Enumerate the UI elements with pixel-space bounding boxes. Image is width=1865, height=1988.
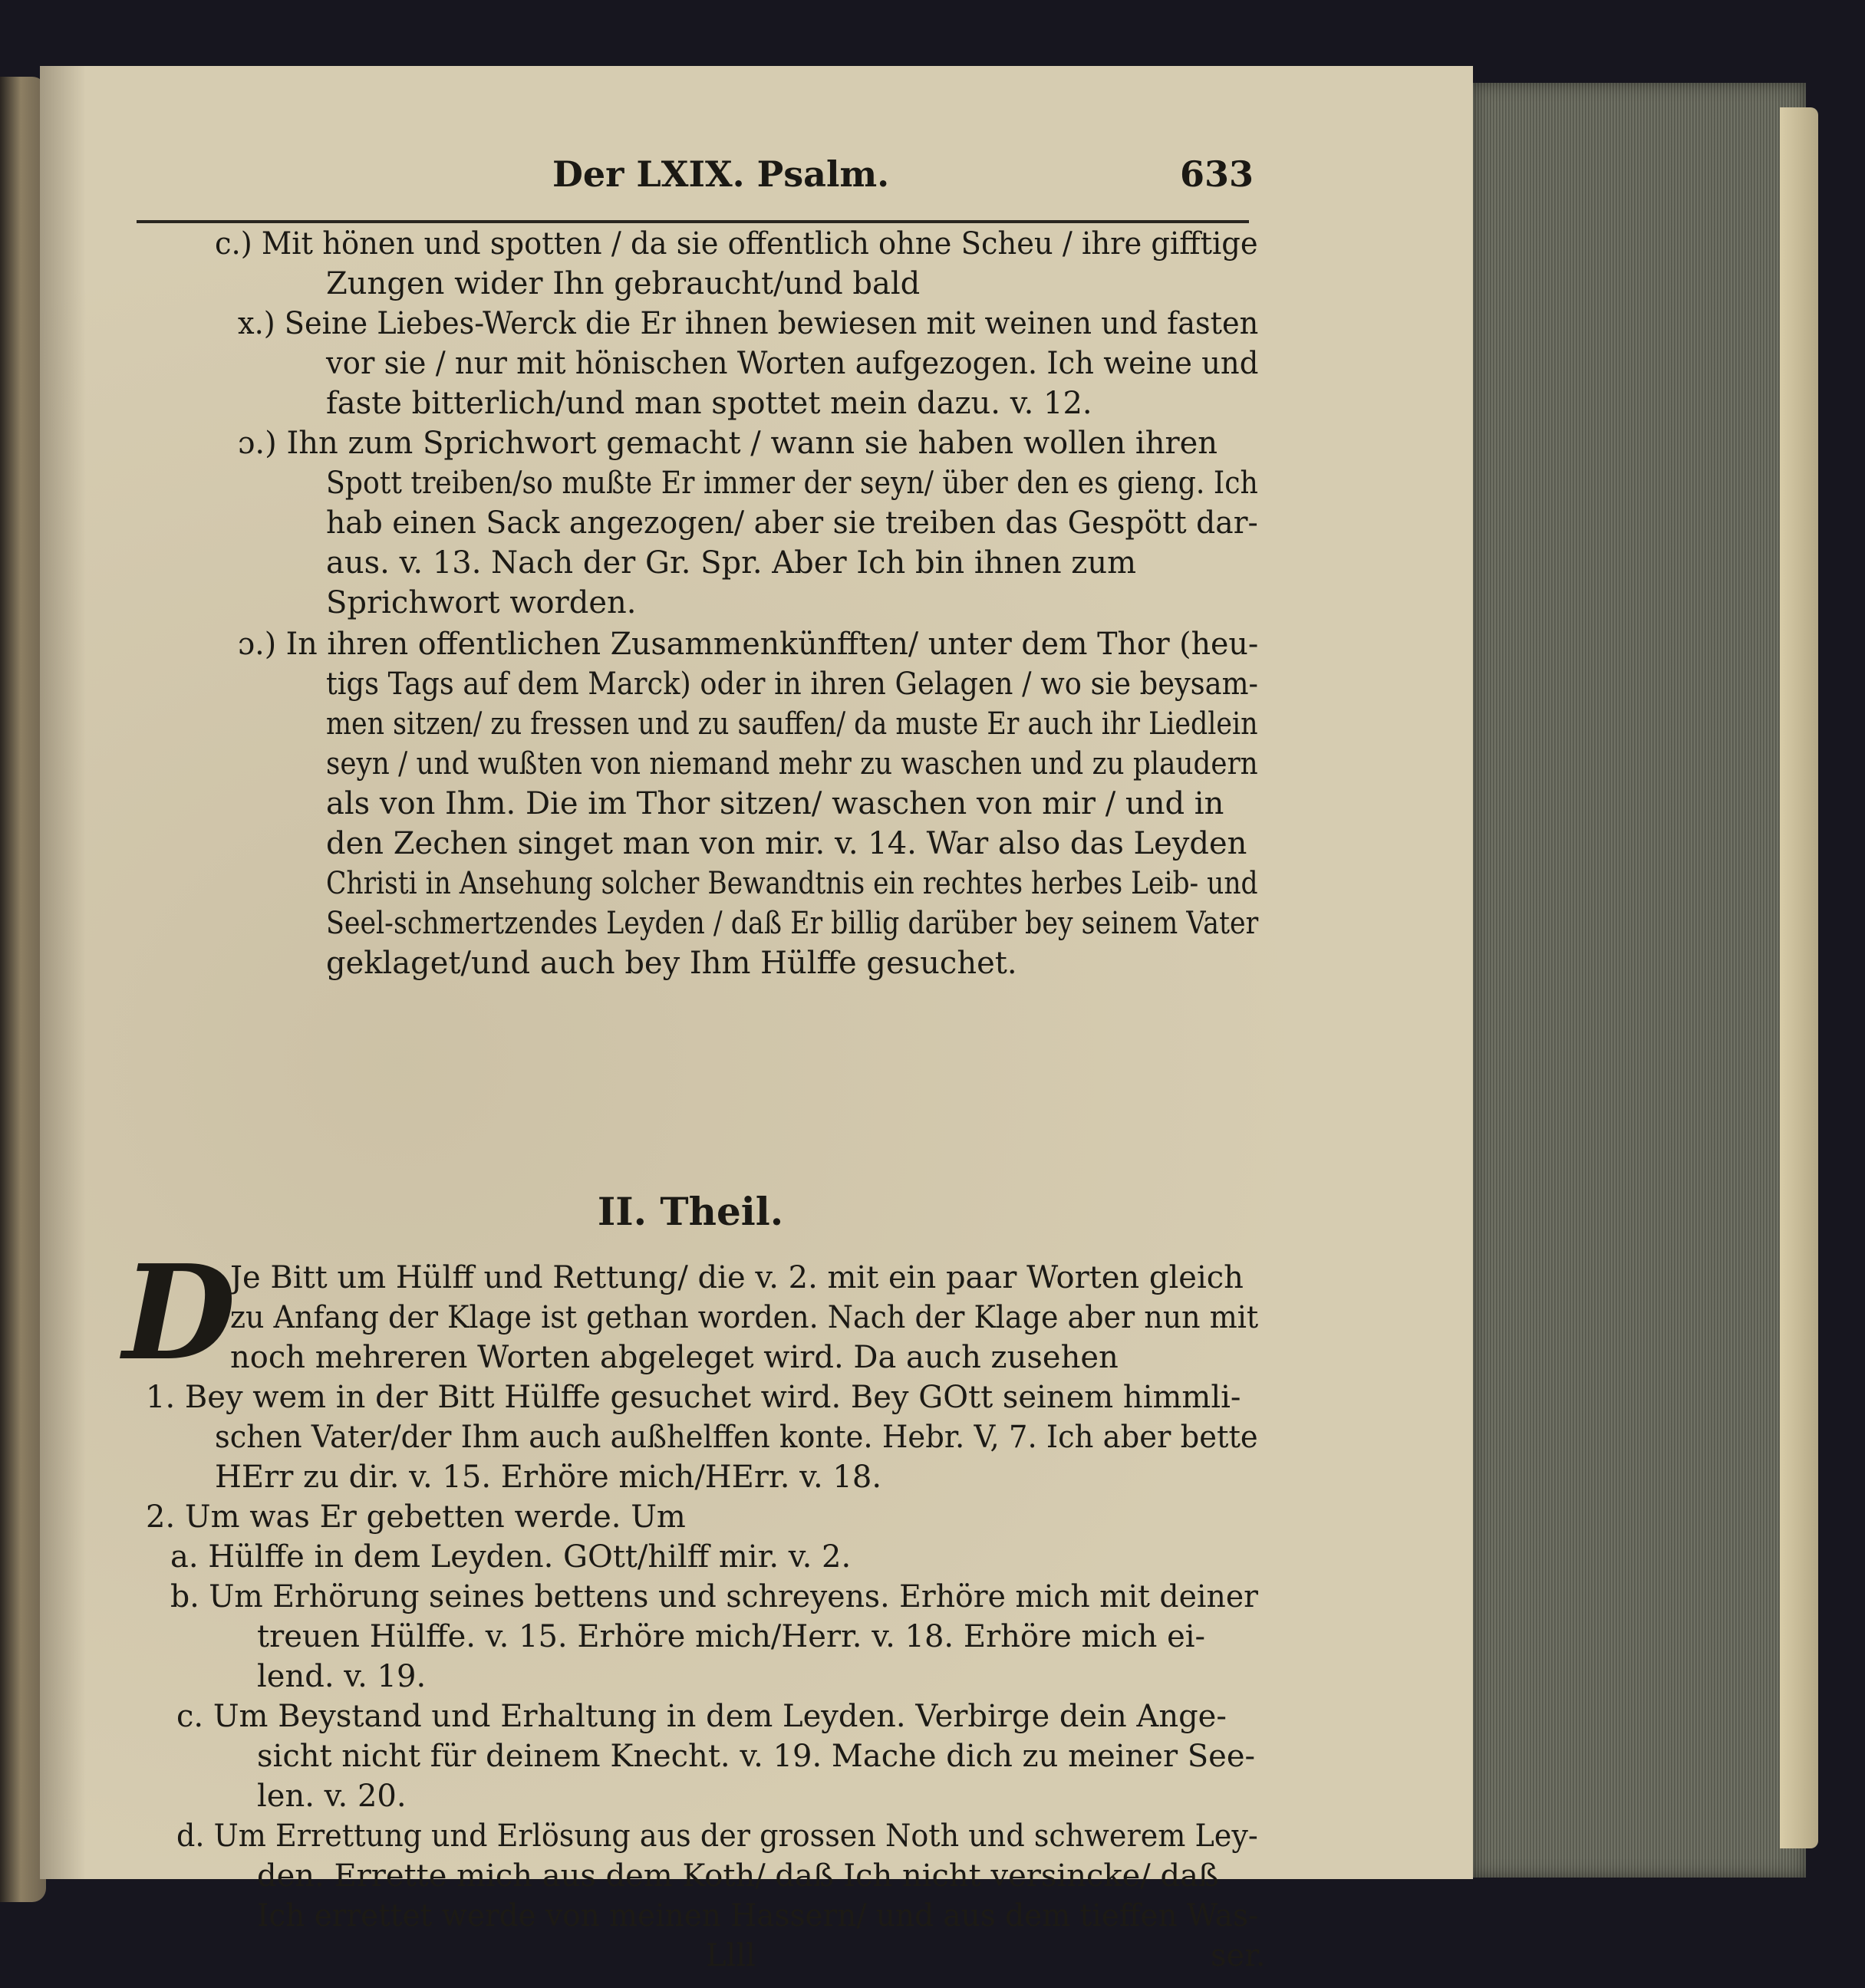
body-line: ɔ.) In ihren offentlichen Zusammenkünfften/ unter dem Thor (heu-: [238, 627, 1259, 662]
body-line: Spott treiben/so mußte Er immer der seyn/ über den es gieng. Ich: [326, 466, 1258, 501]
body-line: men sitzen/ zu fressen und zu sauffen/ da muste Er auch ihr Liedlein: [326, 706, 1258, 742]
section-line: a. Hülffe in dem Leyden. GOtt/hilff mir. v. 2.: [170, 1539, 852, 1575]
running-head: [552, 153, 1254, 207]
body-line: x.) Seine Liebes-Werck die Er ihnen bewiesen mit weinen und fasten: [238, 306, 1259, 341]
header-rule: [137, 220, 1249, 223]
section-line: 1. Bey wem in der Bitt Hülffe gesuchet wird. Bey GOtt seinem himmli-: [146, 1380, 1241, 1415]
section-line: lend. v. 19.: [257, 1659, 427, 1694]
body-line: geklaget/und auch bey Ihm Hülffe gesuchet.: [326, 946, 1017, 981]
section-line: b. Um Erhörung seines bettens und schreyens. Erhöre mich mit deiner: [170, 1579, 1258, 1614]
section-line: HErr zu dir. v. 15. Erhöre mich/HErr. v. 18.: [215, 1460, 882, 1495]
section-line: schen Vater/der Ihm auch außhelffen konte. Hebr. V, 7. Ich aber bette: [215, 1420, 1258, 1455]
running-title: Der LXIX. Psalm.: [552, 153, 890, 195]
section-line: c. Um Beystand und Erhaltung in dem Leyden. Verbirge dein Ange-: [176, 1699, 1227, 1734]
body-line: Zungen wider Ihn gebraucht/und bald: [326, 266, 921, 301]
body-line: vor sie / nur mit hönischen Worten aufgezogen. Ich weine und: [326, 346, 1259, 381]
book-page-edges: [1461, 83, 1806, 1878]
body-line: Sprichwort worden.: [326, 585, 637, 620]
section-line: treuen Hülffe. v. 15. Erhöre mich/Herr. v. 18. Erhöre mich ei-: [257, 1619, 1206, 1654]
section-line: noch mehreren Worten abgeleget wird. Da auch zusehen: [230, 1340, 1119, 1375]
catchword: ser.: [1211, 1938, 1266, 1973]
body-line: faste bitterlich/und man spottet mein dazu. v. 12.: [326, 386, 1092, 421]
body-line: den Zechen singet man von mir. v. 14. War also das Leyden: [326, 826, 1247, 861]
left-page-edge: [0, 77, 46, 1902]
section-line: 2. Um was Er gebetten werde. Um: [146, 1499, 686, 1535]
body-line: aus. v. 13. Nach der Gr. Spr. Aber Ich bin ihnen zum: [326, 545, 1137, 581]
section-heading: II. Theil.: [597, 1189, 784, 1234]
section-line: len. v. 20.: [257, 1779, 407, 1814]
section-line: Je Bitt um Hülff und Rettung/ die v. 2. mit ein paar Worten gleich: [230, 1260, 1244, 1295]
body-line: seyn / und wußten von niemand mehr zu waschen und zu plaudern: [326, 746, 1258, 782]
body-line: ɔ.) Ihn zum Sprichwort gemacht / wann sie haben wollen ihren: [238, 426, 1218, 461]
body-line: Seel-schmertzendes Leyden / daß Er billig darüber bey seinem Vater: [326, 906, 1259, 941]
body-line: hab einen Sack angezogen/ aber sie treiben das Gespött dar-: [326, 505, 1258, 541]
section-line: d. Um Errettung und Erlösung aus der grossen Noth und schwerem Ley-: [176, 1818, 1258, 1854]
page-number: 633: [1180, 153, 1254, 195]
body-line: c.) Mit hönen und spotten / da sie offentlich ohne Scheu / ihre gifftige: [215, 226, 1258, 262]
body-line: als von Ihm. Die im Thor sitzen/ waschen von mir / und in: [326, 786, 1224, 821]
section-line: zu Anfang der Klage ist gethan worden. Nach der Klage aber nun mit: [230, 1300, 1259, 1335]
section-line: sicht nicht für deinem Knecht. v. 19. Mache dich zu meiner See-: [257, 1739, 1256, 1774]
body-line: tigs Tags auf dem Marck) oder in ihren Gelagen / wo sie beysam-: [326, 667, 1258, 702]
book-cover: [1780, 107, 1818, 1848]
section-line: den. Errette mich aus dem Koth/ daß Ich nicht versincke/ daß: [257, 1858, 1219, 1894]
drop-cap: D: [123, 1236, 236, 1390]
signature-mark: Llll: [706, 1938, 756, 1973]
body-line: Christi in Ansehung solcher Bewandtnis ein rechtes herbes Leib- und: [326, 866, 1258, 901]
section-line: Ich errettet werde von meinen Hassern/ und aus dem tieffen Was-: [257, 1898, 1259, 1934]
